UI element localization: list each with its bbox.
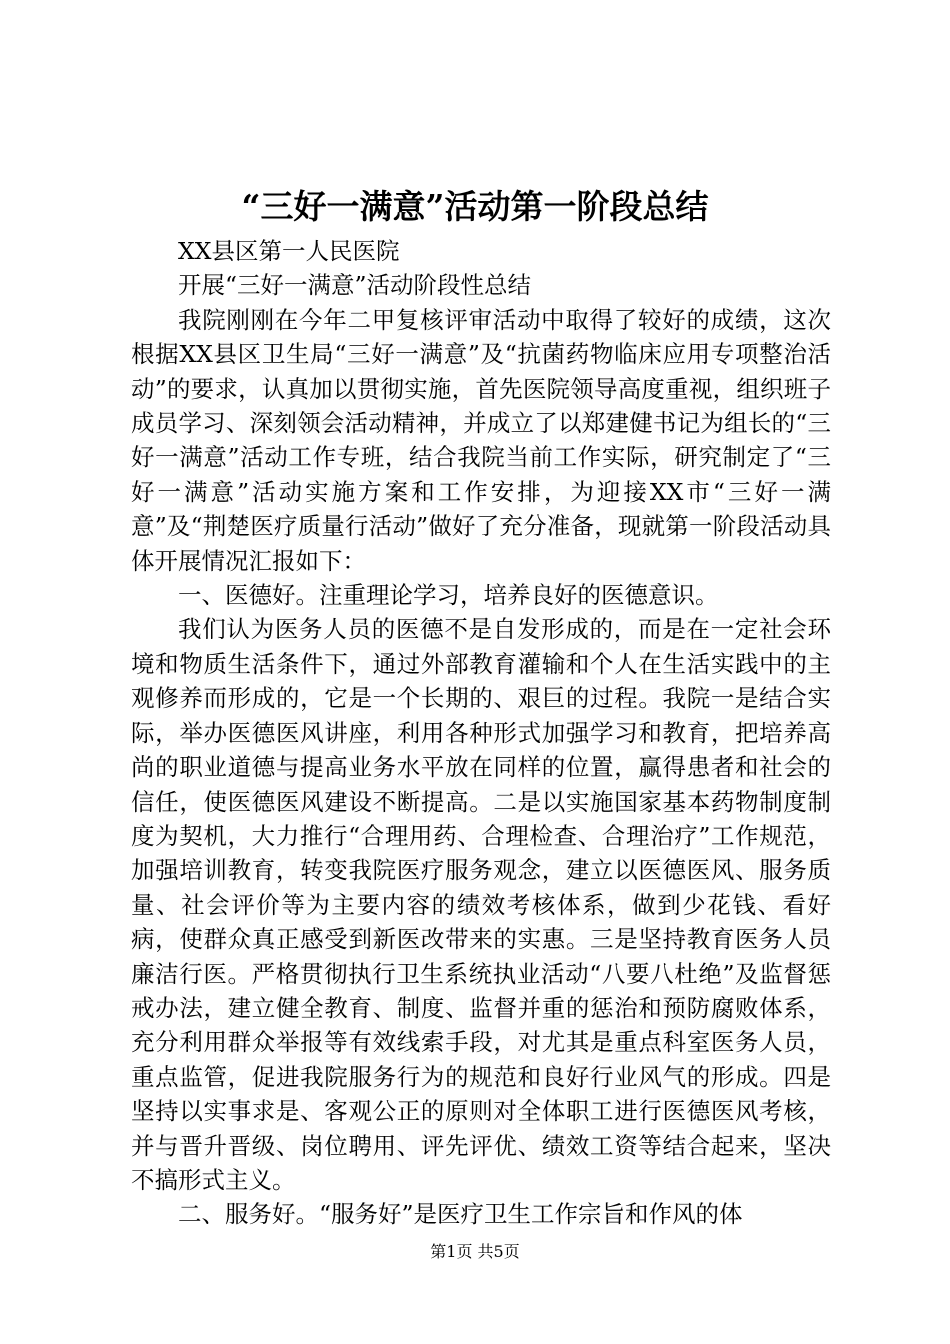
subtitle-line: 开展“三好一满意”活动阶段性总结 [178,271,532,300]
intro-paragraph: 我院刚刚在今年二甲复核评审活动中取得了较好的成绩，这次根据XX县区卫生局“三好一满意”及“抗菌药物临床应用专项整治活动”的要求，认真加以贯彻实施，首先医院领导高度重视，组织班子成员学习、深刻领会活动精神，并成立了以郑建健书记为组长的“三好一满意”活动工作专班，结合我院当前工作实际，研究制定了“三好一满意”活动实施方案和工作安排，为迎接XX市“三好一满意”及“荆楚医疗质量行活动”做好了充分准备，现就第一阶段活动具体开展情况汇报如下： [131,305,831,575]
section-heading-1: 一、医德好。注重理论学习，培养良好的医德意识。 [178,581,719,610]
hospital-name: XX县区第一人民医院 [178,237,400,265]
section-heading-2: 二、服务好。“服务好”是医疗卫生工作宗旨和作风的体 [178,1200,743,1229]
section-1-paragraph: 我们认为医务人员的医德不是自发形成的，而是在一定社会环境和物质生活条件下，通过外部教育灌输和个人在生活实践中的主观修养而形成的，它是一个长期的、艰巨的过程。我院一是结合实际，举办医德医风讲座，利用各种形式加强学习和教育，把培养高尚的职业道德与提高业务水平放在同样的位置，赢得患者和社会的信任，使医德医风建设不断提高。二是以实施国家基本药物制度制度为契机，大力推行“合理用药、合理检查、合理治疗”工作规范，加强培训教育，转变我院医疗服务观念，建立以医德医风、服务质量、社会评价等为主要内容的绩效考核体系，做到少花钱、看好病，使群众真正感受到新医改带来的实惠。三是坚持教育医务人员廉洁行医。严格贯彻执行卫生系统执业活动“八要八杜绝”及监督惩戒办法，建立健全教育、制度、监督并重的惩治和预防腐败体系，充分利用群众举报等有效线索手段，对尤其是重点科室医务人员，重点监管，促进我院服务行为的规范和良好行业风气的形成。四是坚持以实事求是、客观公正的原则对全体职工进行医德医风考核，并与晋升晋级、岗位聘用、评先评优、绩效工资等结合起来，坚决不搞形式主义。 [131,615,831,1194]
document-body [131,234,831,1232]
page-footer: 第1页 共5页 [430,1242,520,1261]
page-title: “三好一满意”活动第一阶段总结 [241,187,709,226]
